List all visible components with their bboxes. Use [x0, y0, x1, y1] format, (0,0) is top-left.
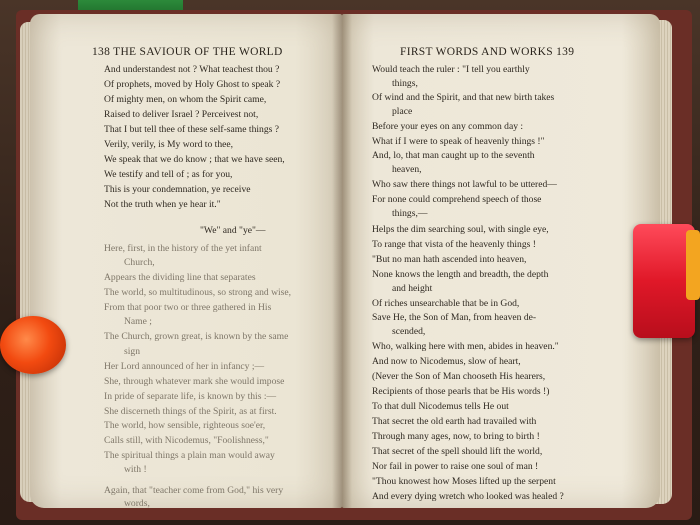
text-line: She discerneth things of the Spirit, as at first. — [104, 406, 277, 417]
text-line: Appears the dividing line that separates — [104, 272, 256, 283]
text-line: things,— — [392, 208, 428, 219]
text-line: The world, so multitudinous, so strong and wise, — [104, 287, 292, 298]
text-line: Calls still, with Nicodemus, "Foolishness," — [104, 435, 269, 446]
text-line: Raised to deliver Israel ? Perceivest not, — [104, 109, 259, 120]
text-line: "But no man hath ascended into heaven, — [372, 254, 527, 265]
text-line: Not the truth when ye hear it." — [104, 199, 221, 210]
text-line: and height — [392, 283, 433, 294]
text-line: things, — [392, 78, 418, 89]
text-line: She, through whatever mark she would impose — [104, 376, 285, 387]
text-line: And now to Nicodemus, slow of heart, — [372, 356, 521, 367]
text-line: with ! — [124, 464, 147, 475]
text-line: Church, — [124, 257, 155, 268]
text-line: "We" and "ye"— — [200, 225, 266, 236]
text-line: None knows the length and breadth, the depth — [372, 269, 549, 280]
text-line: To that dull Nicodemus tells He out — [372, 401, 509, 412]
text-line: The spiritual things a plain man would away — [104, 450, 275, 461]
text-line: We testify and tell of ; as for you, — [104, 169, 233, 180]
clip-spring — [686, 230, 700, 300]
text-line: Name ; — [124, 316, 152, 327]
text-line: And, lo, that man caught up to the seventh — [372, 150, 535, 161]
text-line: (Never the Son of Man chooseth His hearers, — [372, 371, 546, 382]
text-line: Verily, verily, is My word to thee, — [104, 139, 234, 150]
text-line: Helps the dim searching soul, with single eye, — [372, 224, 549, 235]
text-line: Who saw there things not lawful to be uttered— — [372, 179, 557, 190]
text-line: And every dying wretch who looked was healed ? — [372, 491, 564, 502]
text-line: scended, — [392, 326, 426, 337]
text-line: To range that vista of the heavenly things ! — [372, 239, 536, 250]
text-line: Recipients of those pearls that be His words !) — [372, 386, 550, 397]
text-line: That secret of the spell should lift the world, — [372, 446, 543, 457]
text-line: That I but tell thee of these self-same things ? — [104, 124, 280, 135]
text-line: Through many ages, now, to bring to birth ! — [372, 431, 540, 442]
text-line: "Thou knowest how Moses lifted up the serpent — [372, 476, 556, 487]
text-line: Would teach the ruler : "I tell you earthly — [372, 64, 530, 75]
orange-clip — [0, 316, 66, 374]
text-line: What if I were to speak of heavenly things !" — [372, 136, 545, 147]
text-line: The world, how sensible, righteous soe'er, — [104, 420, 266, 431]
text-line: Her Lord announced of her in infancy ;— — [104, 361, 265, 372]
text-line: That secret the old earth had travailed with — [372, 416, 537, 427]
left-page-header: 138 THE SAVIOUR OF THE WORLD — [92, 46, 283, 58]
text-line: From that poor two or three gathered in His — [104, 302, 272, 313]
text-line: Of prophets, moved by Holy Ghost to speak ? — [104, 79, 281, 90]
text-line: In pride of separate life, is known by this :— — [104, 391, 277, 402]
text-line: The Church, grown great, is known by the same — [104, 331, 289, 342]
text-line: For none could comprehend speech of those — [372, 194, 542, 205]
right-page-header: FIRST WORDS AND WORKS 139 — [400, 46, 575, 58]
text-line: Nor fail in power to raise one soul of man ! — [372, 461, 539, 472]
book-gutter — [332, 14, 352, 508]
text-line: And understandest not ? What teachest thou ? — [104, 64, 280, 75]
text-line: Who, walking here with men, abides in heaven." — [372, 341, 559, 352]
text-line: We speak that we do know ; that we have seen, — [104, 154, 285, 165]
text-line: heaven, — [392, 164, 422, 175]
text-line: Save He, the Son of Man, from heaven de- — [372, 312, 537, 323]
text-line: Before your eyes on any common day : — [372, 121, 524, 132]
text-line: Here, first, in the history of the yet infant — [104, 243, 262, 254]
text-line: place — [392, 106, 413, 117]
text-line: Of riches unsearchable that be in God, — [372, 298, 520, 309]
text-line: This is your condemnation, ye receive — [104, 184, 251, 195]
text-line: Again, that "teacher come from God," his very — [104, 485, 284, 496]
text-line: Of mighty men, on whom the Spirit came, — [104, 94, 267, 105]
text-line: words, — [124, 498, 150, 509]
text-line: sign — [124, 346, 140, 357]
text-line: Of wind and the Spirit, and that new birth takes — [372, 92, 555, 103]
